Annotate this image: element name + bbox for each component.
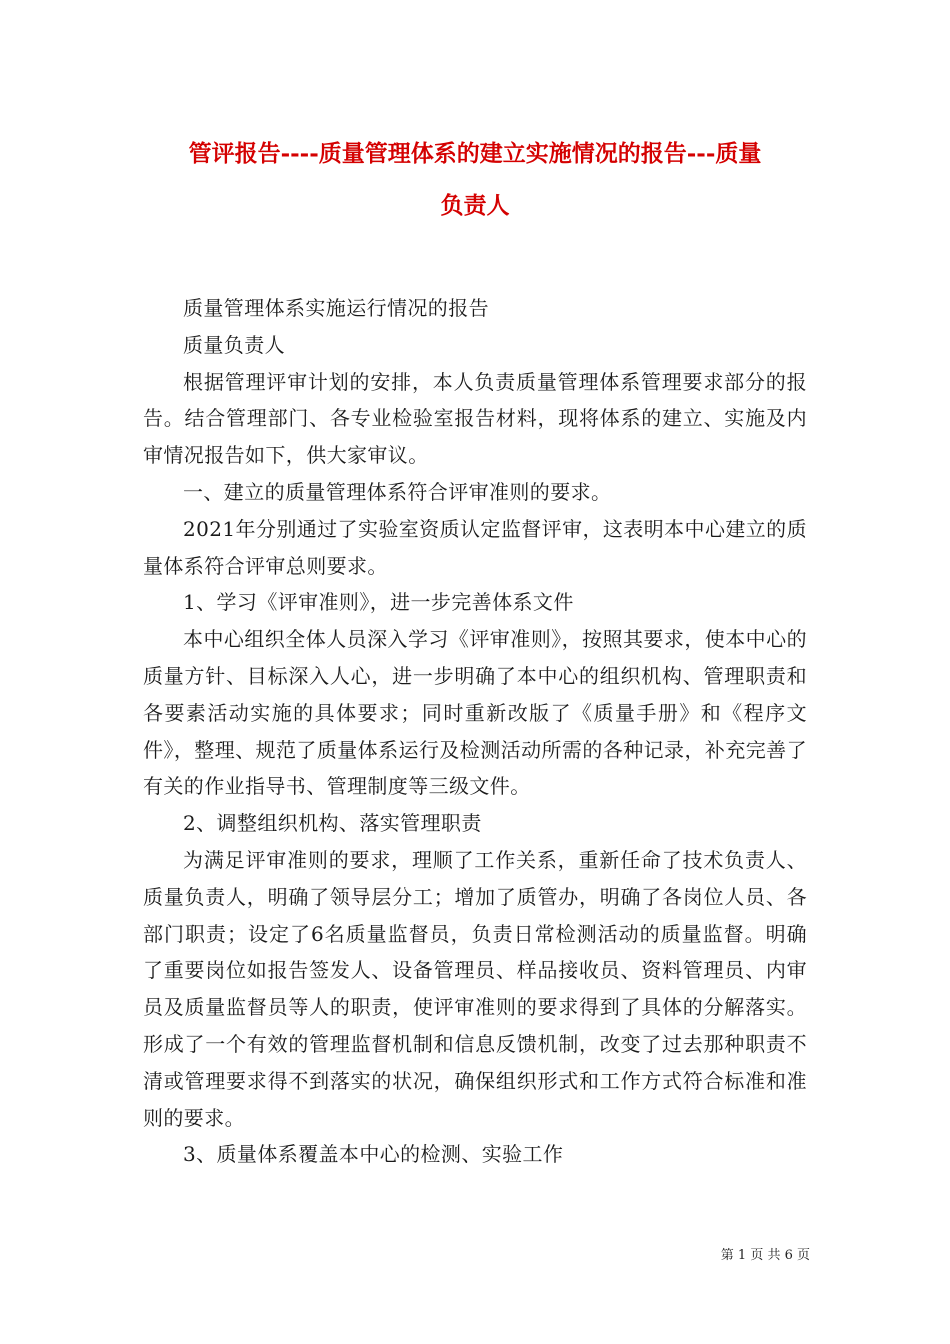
subsection-heading: 1、学习《评审准则》，进一步完善体系文件 [183,590,574,615]
report-subtitle: 质量管理体系实施运行情况的报告 [183,296,489,320]
document-body [143,290,807,1173]
title-line-2: 负责人 [440,192,510,219]
section-heading: 一、建立的质量管理体系符合评审准则的要求。 [183,479,612,504]
body-paragraph: 为满足评审准则的要求，理顺了工作关系，重新任命了技术负责人、质量负责人，明确了领导层分工；增加了质管办，明确了各岗位人员、各部门职责；设定了6名质量监督员，负责日常检测活动的质量监督。明确了重要岗位如报告签发人、设备管理员、样品接收员、资料管理员、内审员及质量监督员等人的职责，使评审准则的要求得到了具体的分解落实。形成了一个有效的管理监督机制和信息反馈机制，改变了过去那种职责不清或管理要求得不到落实的状况，确保组织形式和工作方式符合标准和准则的要求。 [143,847,807,1130]
body-paragraph: 根据管理评审计划的安排，本人负责质量管理体系管理要求部分的报告。结合管理部门、各专业检验室报告材料，现将体系的建立、实施及内审情况报告如下，供大家审议。 [143,369,807,468]
title-line-1: 管评报告----质量管理体系的建立实施情况的报告---质量 [188,140,762,167]
page-number: 第 1 页 共 6 页 [720,1248,810,1263]
report-author: 质量负责人 [183,332,285,357]
subsection-heading: 2、调整组织机构、落实管理职责 [183,811,482,836]
body-paragraph: 本中心组织全体人员深入学习《评审准则》，按照其要求，使本中心的质量方针、目标深入人心，进一步明确了本中心的组织机构、管理职责和各要素活动实施的具体要求；同时重新改版了《质量手册》和《程序文件》，整理、规范了质量体系运行及检测活动所需的各种记录，补充完善了有关的作业指导书、管理制度等三级文件。 [143,627,807,799]
document-title [120,128,830,232]
subsection-heading: 3、质量体系覆盖本中心的检测、实验工作 [183,1142,564,1167]
body-paragraph: 2021年分别通过了实验室资质认定监督评审，这表明本中心建立的质量体系符合评审总则要求。 [143,516,807,578]
